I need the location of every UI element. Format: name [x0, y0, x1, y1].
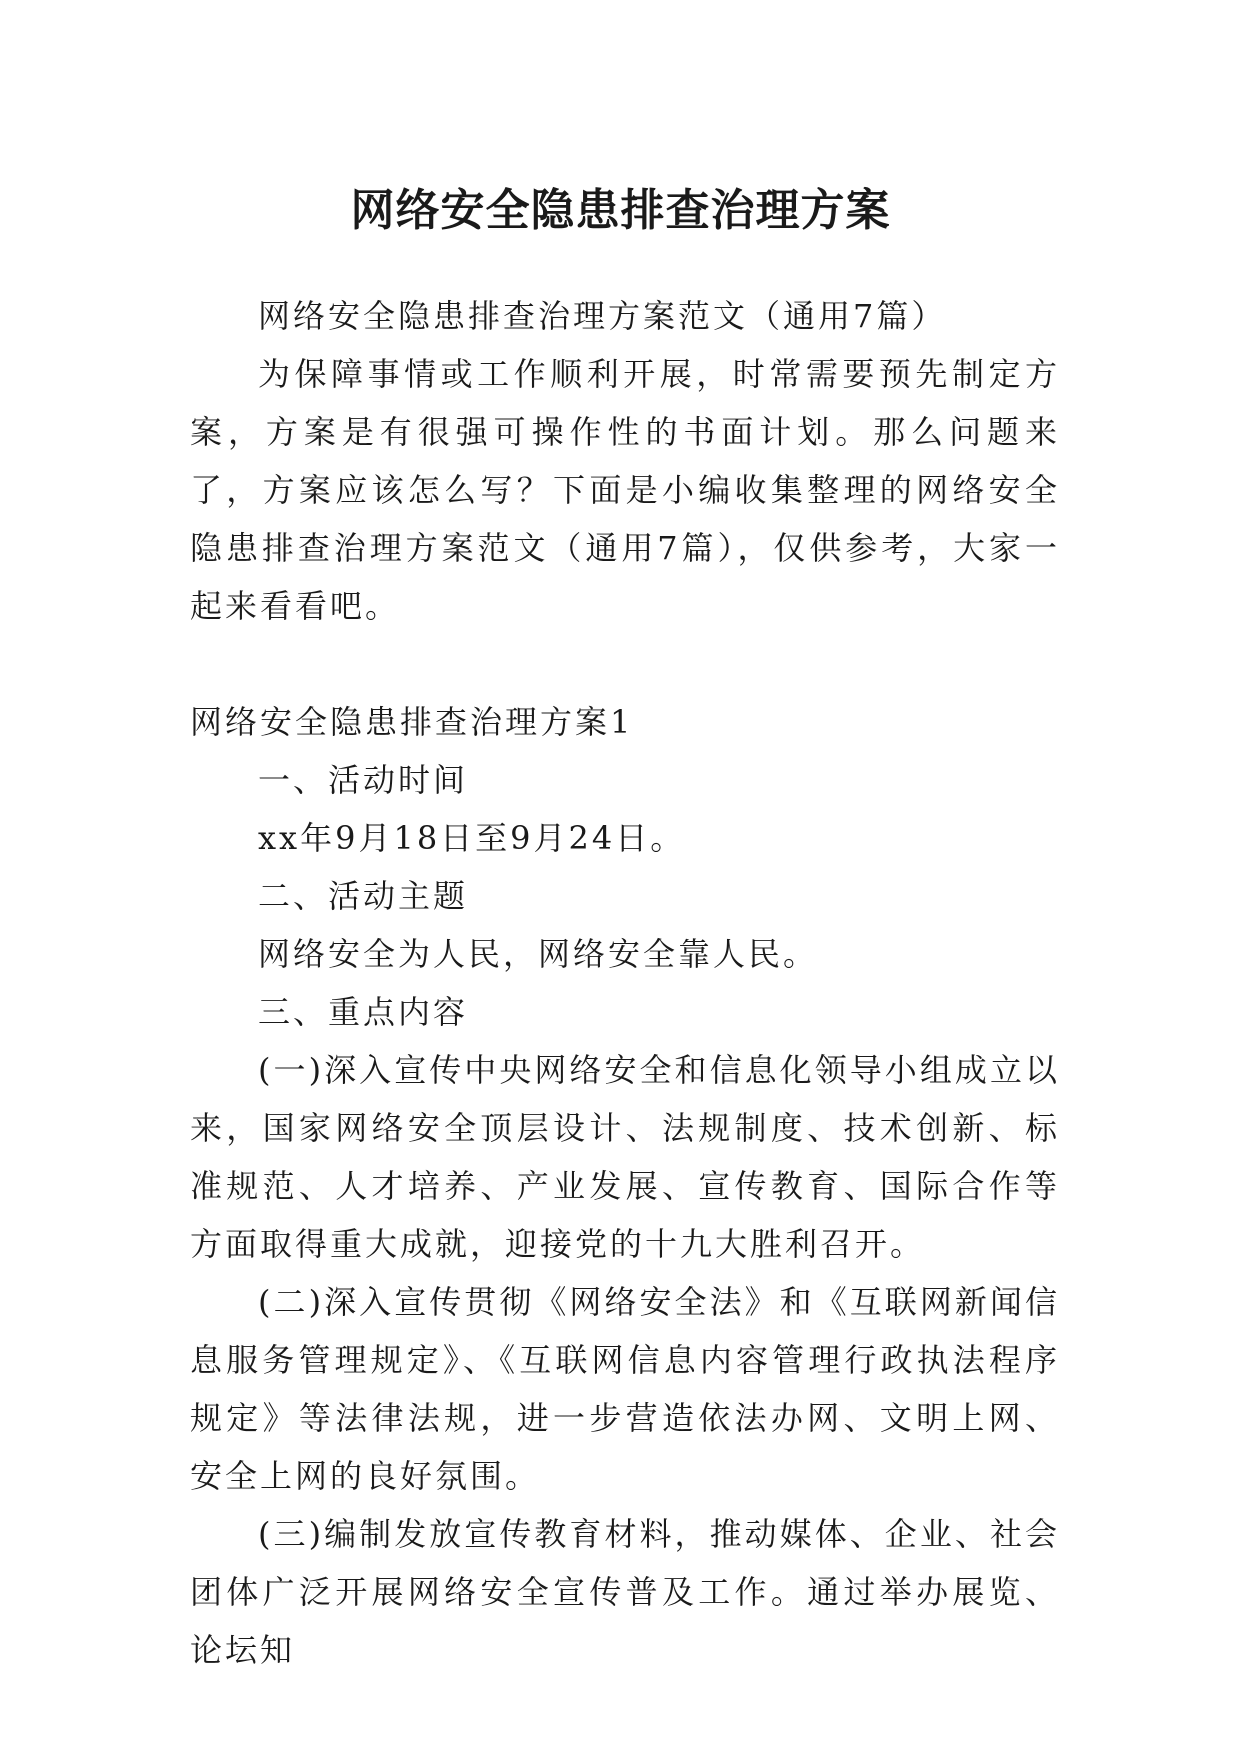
document-body [190, 287, 1060, 1679]
heading-key-content: 三、重点内容 [258, 993, 469, 1031]
heading-activity-theme: 二、活动主题 [258, 877, 469, 915]
paragraph-content-1: (一)深入宣传中央网络安全和信息化领导小组成立以来，国家网络安全顶层设计、法规制度、技术创新、标准规范、人才培养、产业发展、宣传教育、国际合作等方面取得重大成就，迎接党的十九大胜利召开。 [190, 1051, 1060, 1263]
section-heading: 网络安全隐患排查治理方案1 [190, 703, 634, 741]
paragraph-intro: 为保障事情或工作顺利开展，时常需要预先制定方案，方案是有很强可操作性的书面计划。那么问题来了，方案应该怎么写？下面是小编收集整理的网络安全隐患排查治理方案范文（通用7篇），仅供参考，大家一起来看看吧。 [190, 355, 1060, 625]
heading-activity-time: 一、活动时间 [258, 761, 469, 799]
paragraph-content-2: (二)深入宣传贯彻《网络安全法》和《互联网新闻信息服务管理规定》、《互联网信息内容管理行政执法程序规定》等法律法规，进一步营造依法办网、文明上网、安全上网的良好氛围。 [190, 1283, 1060, 1495]
paragraph-subtitle: 网络安全隐患排查治理方案范文（通用7篇） [258, 297, 947, 335]
paragraph-activity-theme: 网络安全为人民，网络安全靠人民。 [258, 935, 819, 973]
paragraph-content-3: (三)编制发放宣传教育材料，推动媒体、企业、社会团体广泛开展网络安全宣传普及工作。通过举办展览、论坛知 [190, 1515, 1060, 1669]
document-title: 网络安全隐患排查治理方案 [350, 185, 891, 237]
paragraph-activity-dates: xx年9月18日至9月24日。 [258, 819, 686, 857]
